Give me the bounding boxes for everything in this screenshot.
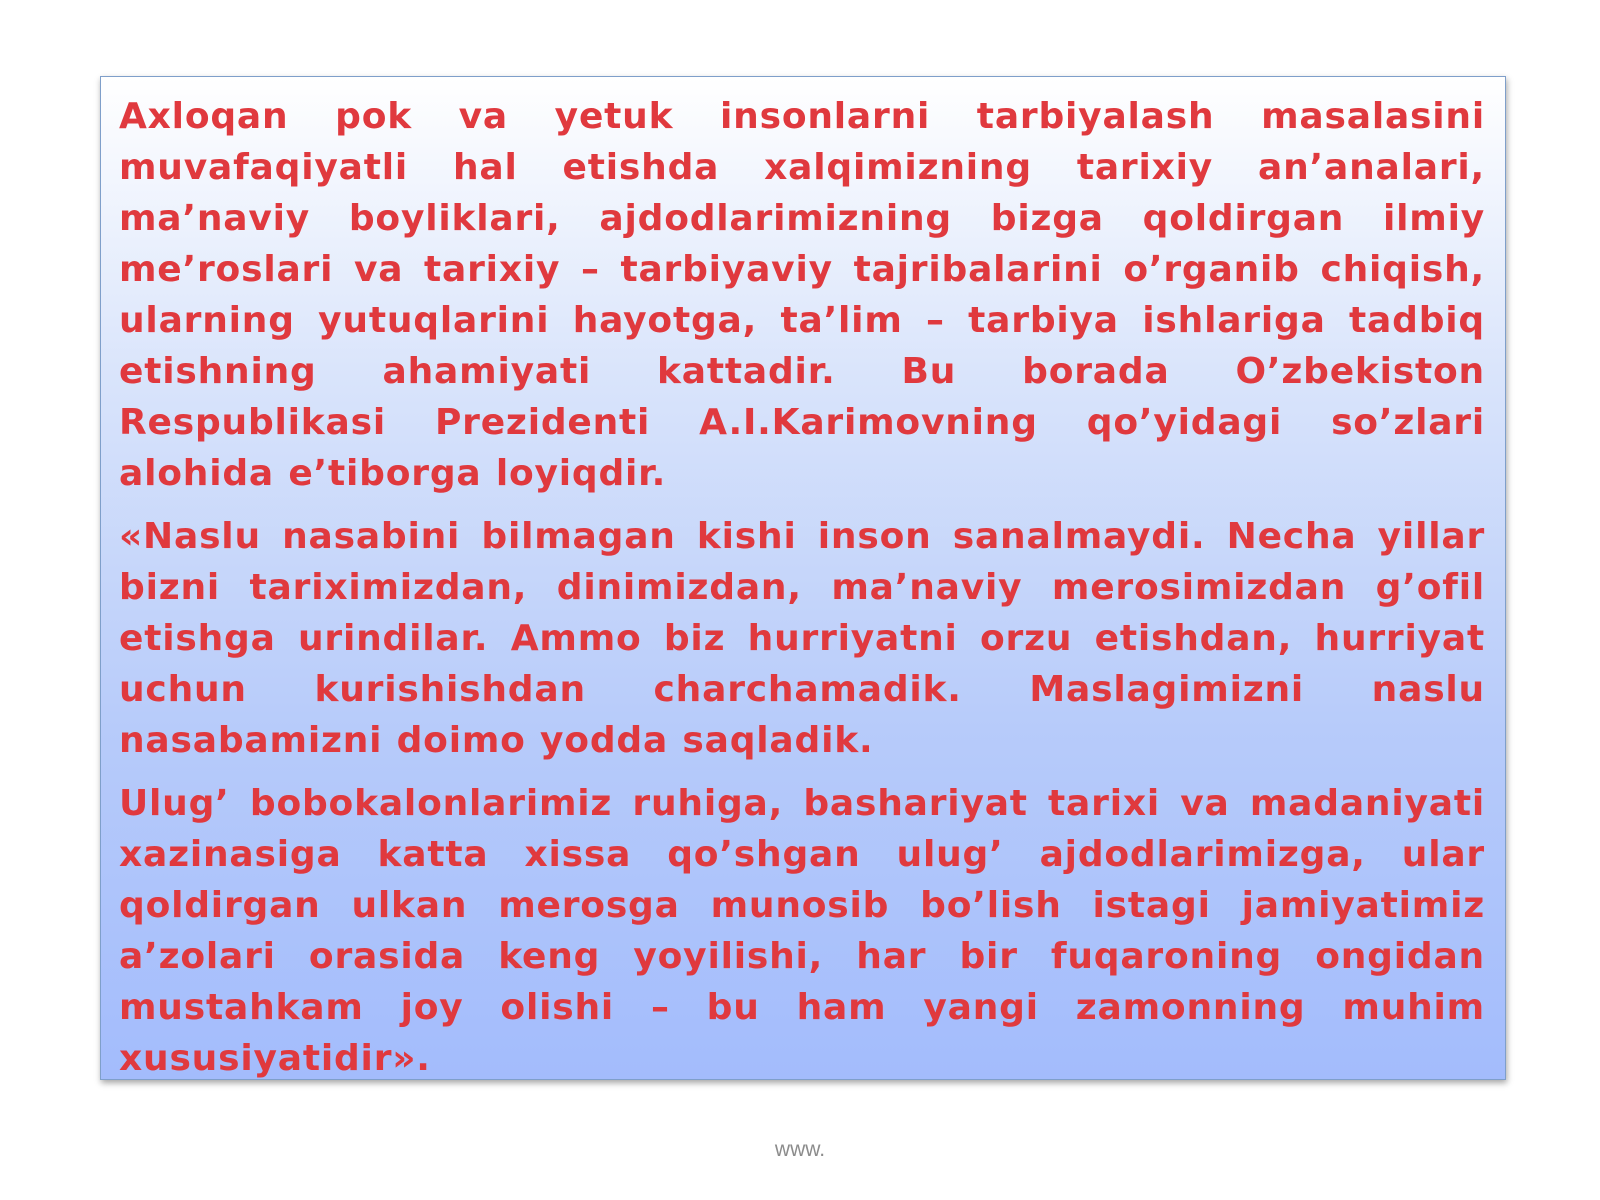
paragraph-intro: Axloqan pok va yetuk insonlarni tarbiyalash masalasini muvafaqiyatli hal etishda xalqimizning tarixiy an’analari, ma’naviy boyliklari, ajdodlarimizning bizga qoldirgan ilmiy me’roslari va tarixiy – tarbiyaviy tajribalarini o’rganib chiqish, ularning yutuqlarini hayotga, ta’lim – tarbiya ishlariga tadbiq etishning ahamiyati kattadir. Bu borada O’zbekiston Respublikasi Prezidenti A.I.Karimovning qo’yidagi so’zlari alohida e’tiborga loyiqdir. [119, 96, 1485, 494]
footer-url: www. [774, 1138, 826, 1161]
paragraph-quote-part-1: «Naslu nasabini bilmagan kishi inson sanalmaydi. Necha yillar bizni tariximizdan, dinimizdan, ma’naviy merosimizdan g’ofil etishga urindilar. Ammo biz hurriyatni orzu etishdan, hurriyat uchun kurishishdan charchamadik. Maslagimizni naslu nasabamizni doimo yodda saqladik. [119, 516, 1485, 761]
slide-text-box [100, 76, 1506, 1080]
paragraph-quote-part-2: Ulug’ bobokalonlarimiz ruhiga, bashariyat tarixi va madaniyati xazinasiga katta xissa qo’shgan ulug’ ajdodlarimizga, ular qoldirgan ulkan merosga munosib bo’lish istagi jamiyatimiz a’zolari orasida keng yoyilishi, har bir fuqaroning ongidan mustahkam joy olishi – bu ham yangi zamonning muhim xususiyatidir». [119, 783, 1485, 1079]
